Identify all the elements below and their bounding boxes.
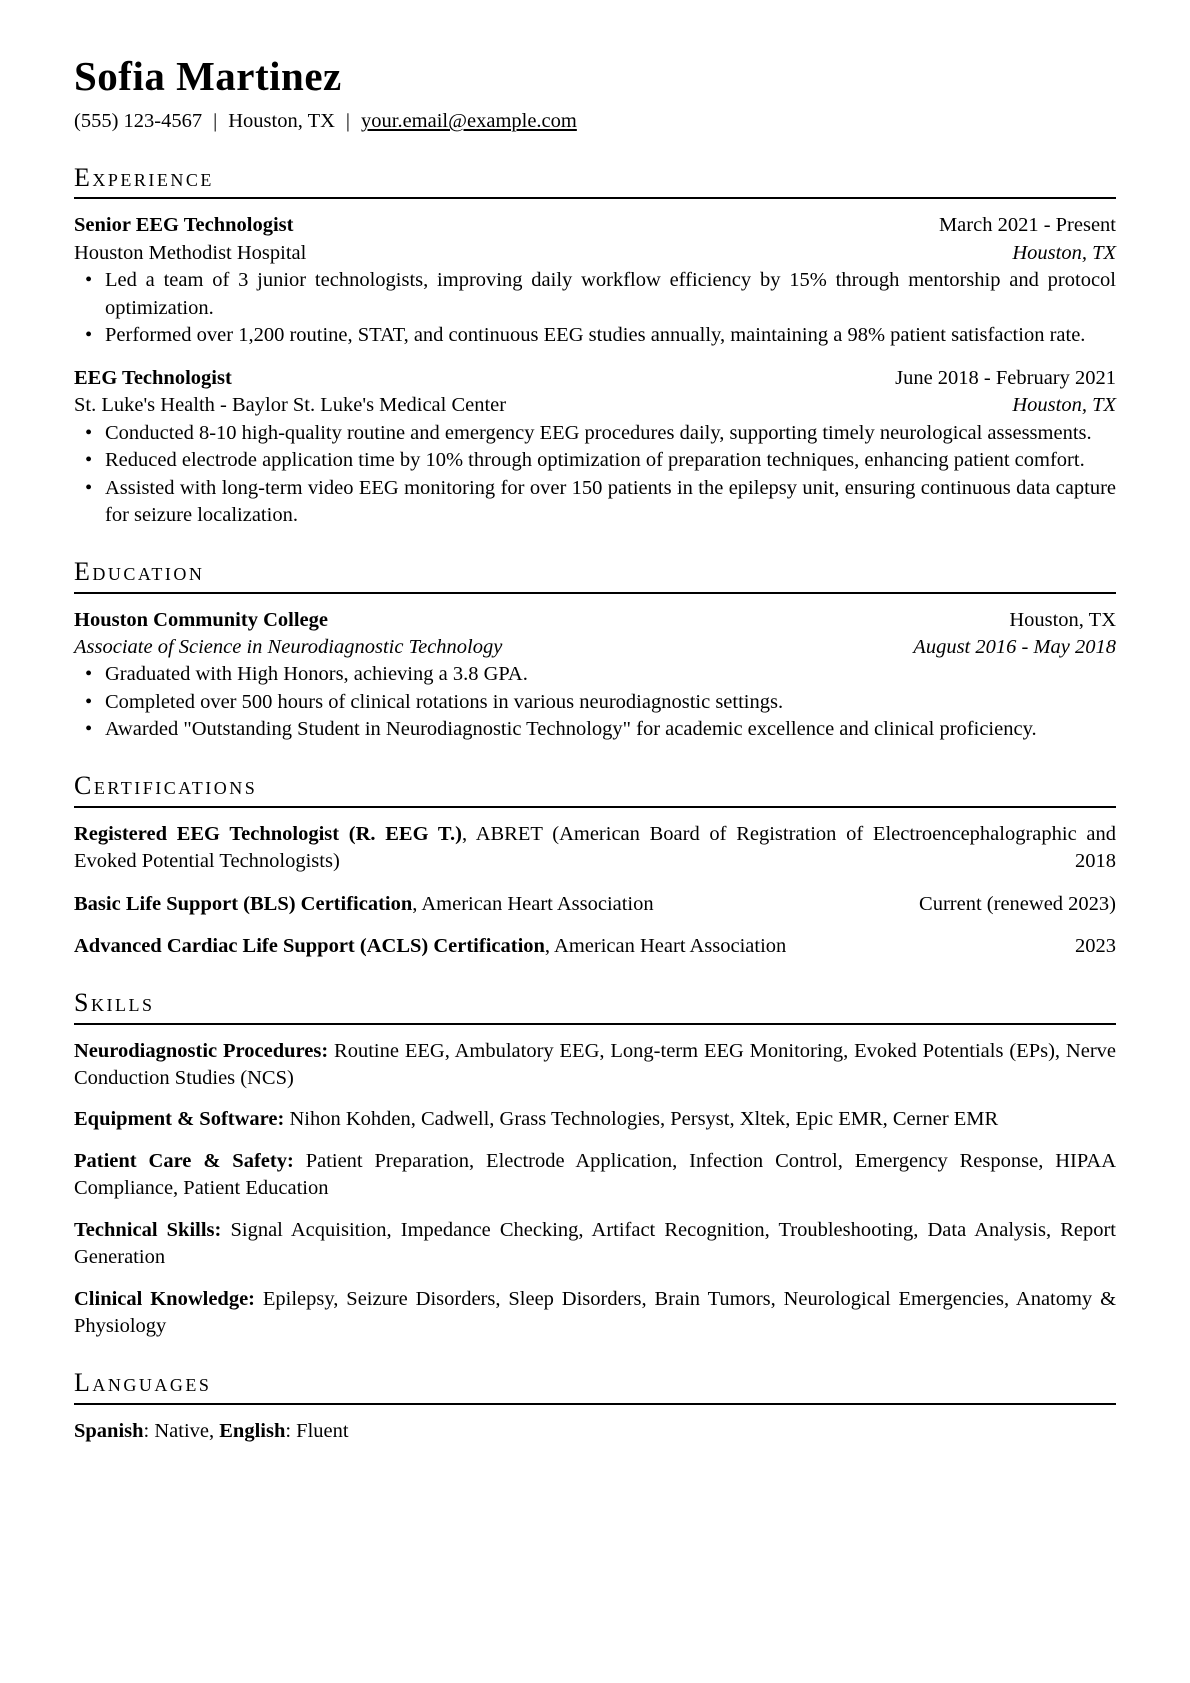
bullet-item [74, 267, 1116, 322]
language-level: : Native, [143, 1419, 220, 1442]
certification-name: Registered EEG Technologist (R. EEG T.) [74, 822, 462, 845]
language-level: : Fluent [285, 1419, 349, 1442]
skill-item [74, 1106, 1116, 1133]
certification-year: 2023 [1075, 935, 1116, 958]
skill-item [74, 1038, 1116, 1093]
certification-item [74, 933, 1116, 960]
section-title-certifications: Certifications [74, 770, 258, 800]
bullet-item [74, 420, 1116, 447]
job-company: St. Luke's Health - Baylor St. Luke's Medical Center [74, 394, 507, 417]
bullet-text: Conducted 8-10 high-quality routine and emergency EEG procedures daily, supporting timely neurological assessments. [105, 421, 1092, 444]
certification-detail: , American Heart Association [544, 935, 787, 958]
skill-category: Clinical Knowledge: [74, 1287, 255, 1310]
bullet-item [74, 661, 1116, 688]
section-title-education: Education [74, 556, 205, 586]
bullet-item [74, 322, 1116, 349]
section-divider [74, 197, 1116, 199]
job-dates: March 2021 - Present [938, 214, 1116, 237]
section-title-languages: Languages [74, 1367, 212, 1397]
job-company: Houston Methodist Hospital [74, 241, 307, 264]
certification-name: Advanced Cardiac Life Support (ACLS) Certification [74, 935, 545, 958]
email-link[interactable]: your.email@example.com [361, 110, 577, 133]
bullet-text: Led a team of 3 junior technologists, improving daily workflow efficiency by 15% through mentorship and protocol optimization. [105, 269, 1116, 319]
bullet-text: Assisted with long-term video EEG monitoring for over 150 patients in the epilepsy unit, ensuring continuous data capture for seizure localization. [105, 476, 1116, 527]
bullet-text: Awarded "Outstanding Student in Neurodiagnostic Technology" for academic excellence and clinical proficiency. [105, 718, 1037, 741]
separator: | [213, 110, 218, 133]
resume-header [74, 54, 1116, 136]
bullet-text: Graduated with High Honors, achieving a 3.8 GPA. [105, 663, 528, 686]
school-name: Houston Community College [74, 608, 328, 631]
contact-line [74, 108, 1116, 135]
skill-detail: Nihon Kohden, Cadwell, Grass Technologies, Persyst, Xltek, Epic EMR, Cerner EMR [289, 1108, 999, 1131]
education-dates: August 2016 - May 2018 [913, 635, 1116, 658]
skill-detail: Epilepsy, Seizure Disorders, Sleep Disorders, Brain Tumors, Neurological Emergencies, Anatomy & Physiology [74, 1287, 1117, 1338]
skill-category: Technical Skills: [74, 1218, 222, 1241]
certification-year: Current (renewed 2023) [919, 892, 1116, 915]
job-location: Houston, TX [1012, 394, 1116, 417]
skill-detail: Routine EEG, Ambulatory EEG, Long-term EEG Monitoring, Evoked Potentials (EPs), Nerve Conduction Studies (NCS) [74, 1039, 1116, 1089]
job-title-row [74, 212, 1116, 239]
job-title: Senior EEG Technologist [74, 214, 294, 237]
section-divider [74, 806, 1116, 808]
job-title: EEG Technologist [74, 366, 232, 389]
job-entry [74, 365, 1116, 530]
skill-detail: Patient Preparation, Electrode Application, Infection Control, Emergency Response, HIPAA Compliance, Patient Education [74, 1149, 1116, 1200]
section-divider [74, 592, 1116, 594]
section-experience [74, 163, 1116, 530]
bullet-item [74, 447, 1116, 474]
section-title-experience: Experience [74, 162, 214, 192]
separator: | [345, 110, 351, 133]
bullet-text: Completed over 500 hours of clinical rotations in various neurodiagnostic settings. [105, 690, 784, 713]
school-row [74, 607, 1116, 634]
section-skills [74, 988, 1116, 1341]
skill-category: Patient Care & Safety: [74, 1149, 294, 1172]
section-title-skills: Skills [74, 987, 155, 1017]
job-company-row [74, 392, 1116, 419]
language-name: English [219, 1419, 286, 1442]
section-certifications [74, 771, 1116, 961]
job-location: Houston, TX [1012, 241, 1116, 264]
bullet-item [74, 475, 1116, 530]
skill-item [74, 1286, 1116, 1341]
languages-line [74, 1418, 1116, 1445]
certification-year: 2018 [1075, 850, 1116, 873]
section-education [74, 557, 1116, 744]
bullet-text: Performed over 1,200 routine, STAT, and continuous EEG studies annually, maintaining a 98% patient satisfaction rate. [105, 324, 1086, 347]
skill-detail: Signal Acquisition, Impedance Checking, Artifact Recognition, Troubleshooting, Data Analysis, Report Generation [74, 1218, 1116, 1269]
certification-detail: , American Heart Association [412, 892, 654, 915]
bullet-item [74, 689, 1116, 716]
bullet-text: Reduced electrode application time by 10% through optimization of preparation techniques, enhancing patient comfort. [105, 449, 1085, 472]
section-languages [74, 1368, 1116, 1445]
certification-name: Basic Life Support (BLS) Certification [74, 892, 413, 915]
job-title-row [74, 365, 1116, 392]
phone-number: (555) 123-4567 [74, 110, 203, 133]
section-divider [74, 1403, 1116, 1405]
education-entry [74, 607, 1116, 744]
job-company-row [74, 240, 1116, 267]
contact-location: Houston, TX [228, 110, 335, 133]
school-location: Houston, TX [1009, 608, 1116, 631]
person-name: Sofia Martinez [74, 53, 342, 99]
skill-item [74, 1217, 1116, 1272]
skill-item [74, 1148, 1116, 1203]
degree-name: Associate of Science in Neurodiagnostic Technology [74, 635, 503, 658]
bullet-item [74, 716, 1116, 743]
certification-item [74, 821, 1116, 876]
skill-category: Neurodiagnostic Procedures: [74, 1039, 329, 1062]
certification-item [74, 891, 1116, 918]
section-divider [74, 1023, 1116, 1025]
language-name: Spanish [74, 1419, 144, 1442]
certification-detail: , ABRET (American Board of Registration of Electroencephalographic and Evoked Potential Technologists) [74, 822, 1116, 873]
degree-row [74, 634, 1116, 661]
job-dates: June 2018 - February 2021 [895, 366, 1116, 389]
skill-category: Equipment & Software: [74, 1108, 285, 1131]
job-entry [74, 212, 1116, 349]
